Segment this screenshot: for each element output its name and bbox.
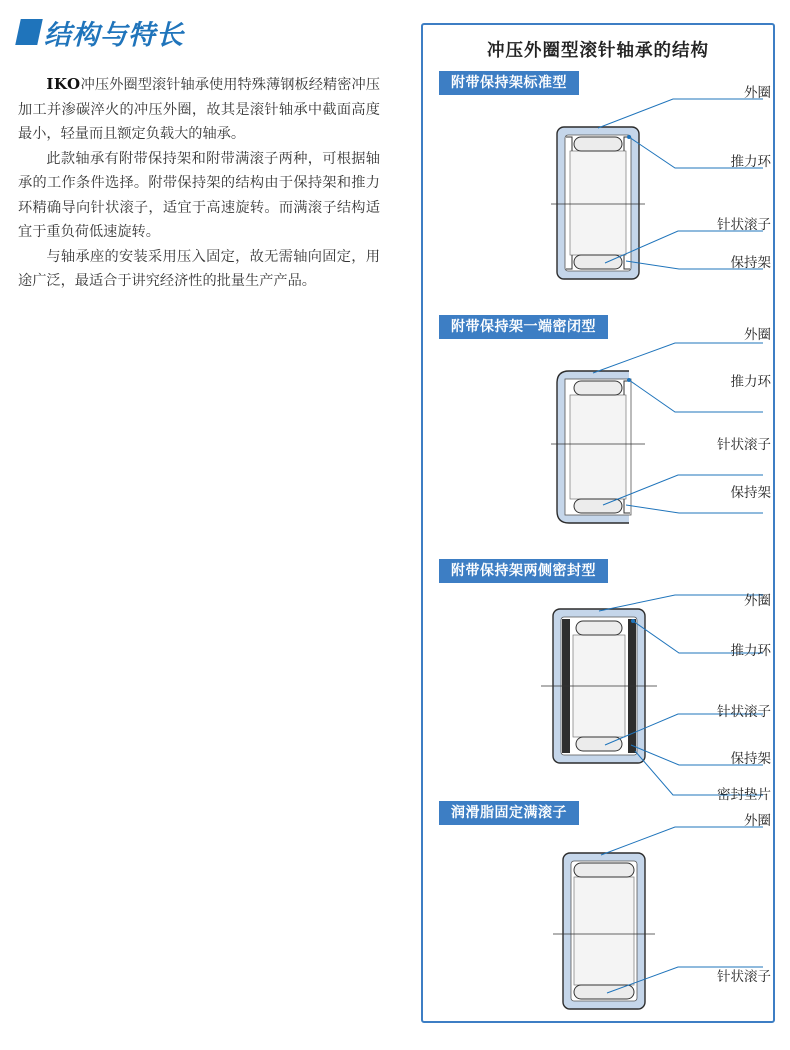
section-full-complement-type (423, 801, 777, 1031)
intro-paragraph-1 (18, 72, 380, 147)
label-cage: 保持架 (730, 255, 771, 271)
label-thrust-ring: 推力环 (730, 154, 771, 170)
label-needle-roller: 针状滚子 (717, 437, 771, 453)
intro-paragraph-2: 此款轴承有附带保持架和附带满滚子两种，可根据轴承的工作条件选择。附带保持架的结构由于保持架和推力环精确导向针状滚子，适宜于高速旋转。而满滚子结构适宜于重负荷低速旋转。 (18, 150, 380, 240)
label-needle-roller: 针状滚子 (717, 704, 771, 720)
section-closed-end-type (423, 315, 777, 545)
label-thrust-ring: 推力环 (730, 643, 771, 659)
bearing-diagram-full-complement (423, 801, 777, 1031)
label-outer-ring: 外圈 (744, 813, 771, 829)
label-outer-ring: 外圈 (744, 327, 771, 343)
section-badge: 附带保持架标准型 (439, 71, 579, 95)
iko-brand-logo: IKO (46, 75, 81, 93)
intro-text (18, 72, 380, 294)
section-badge: 附带保持架一端密闭型 (439, 315, 608, 339)
structure-panel-title: 冲压外圈型滚针轴承的结构 (487, 41, 709, 61)
bearing-diagram-double-sealed (423, 559, 777, 789)
bearing-diagram-standard (423, 71, 777, 301)
bearing-diagram-closed-end (423, 315, 777, 545)
label-outer-ring: 外圈 (744, 593, 771, 609)
section-heading (18, 14, 184, 50)
section-double-sealed-type (423, 559, 777, 803)
label-needle-roller: 针状滚子 (717, 217, 771, 233)
intro-paragraph-3: 与轴承座的安装采用压入固定，故无需轴向固定，用途广泛，最适合于讲究经济性的批量生产产品。 (18, 248, 380, 289)
label-thrust-ring: 推力环 (730, 374, 771, 390)
section-standard-type (423, 71, 777, 301)
section-badge: 附带保持架两侧密封型 (439, 559, 608, 583)
structure-panel (421, 23, 775, 1023)
label-outer-ring: 外圈 (744, 85, 771, 101)
label-cage: 保持架 (730, 751, 771, 767)
intro-paragraph-1-text: 冲压外圈型滚针轴承使用特殊薄钢板经精密冲压加工并渗碳淬火的冲压外圈，故其是滚针轴承中截面高度最小，轻量而且额定负载大的轴承。 (18, 77, 380, 142)
label-seal: 密封垫片 (717, 787, 771, 803)
section-heading-title: 结构与特长 (44, 19, 184, 51)
heading-square-icon (15, 19, 43, 45)
label-needle-roller: 针状滚子 (717, 969, 771, 985)
section-badge: 润滑脂固定满滚子 (439, 801, 579, 825)
label-cage: 保持架 (730, 485, 771, 501)
